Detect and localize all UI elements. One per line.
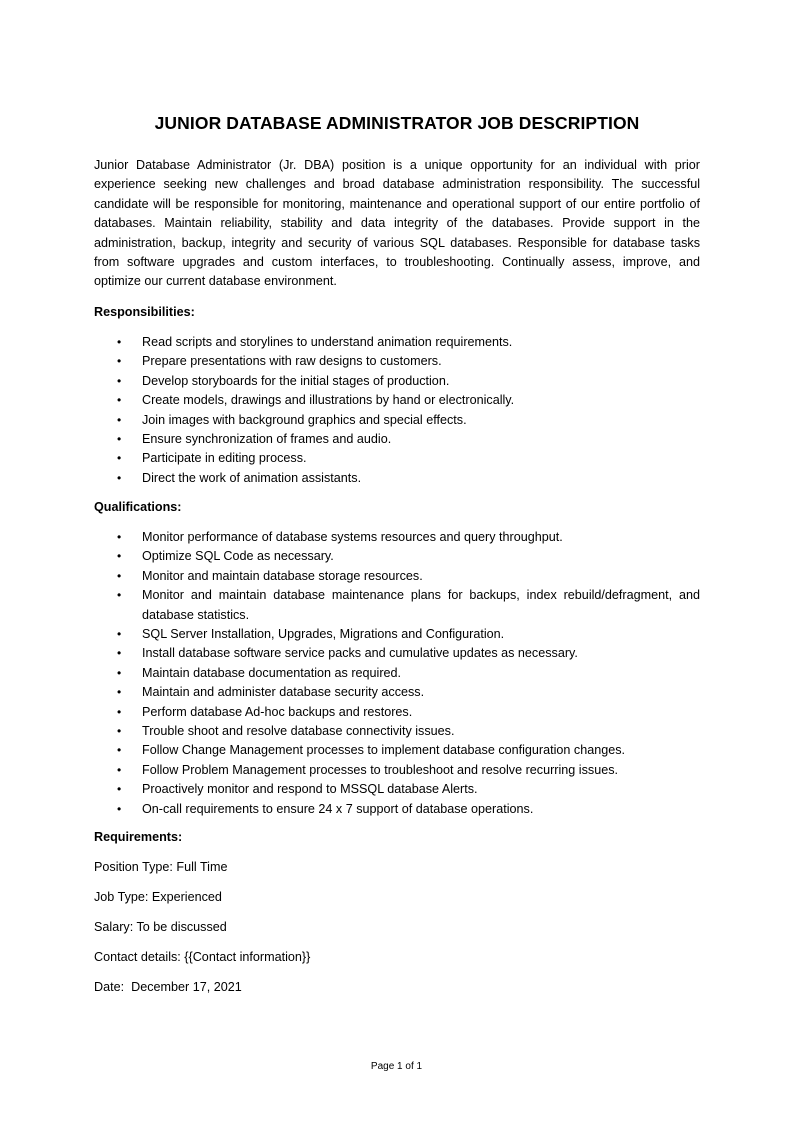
bullet-icon: • — [117, 801, 122, 816]
qualifications-item — [94, 780, 700, 799]
qualifications-item-text: On-call requirements to ensure 24 x 7 support of database operations. — [142, 801, 534, 816]
bullet-icon: • — [117, 373, 122, 388]
qualifications-item — [94, 586, 700, 625]
responsibilities-item-text: Ensure synchronization of frames and audio. — [142, 432, 392, 447]
qualifications-item-text: Proactively monitor and respond to MSSQL database Alerts. — [142, 782, 478, 797]
qualifications-item-text: Follow Change Management processes to implement database configuration changes. — [142, 743, 626, 758]
responsibilities-item-text: Participate in editing process. — [142, 451, 307, 466]
contact-details-field: Contact details: {{Contact information}} — [94, 950, 311, 964]
qualifications-item — [94, 547, 700, 566]
job-type-field: Job Type: Experienced — [94, 890, 222, 904]
position-type-field: Position Type: Full Time — [94, 860, 228, 874]
responsibilities-item — [94, 469, 700, 488]
qualifications-item — [94, 567, 700, 586]
qualifications-item — [94, 664, 700, 683]
responsibilities-item-text: Join images with background graphics and special effects. — [142, 412, 467, 427]
responsibilities-item — [94, 391, 700, 410]
bullet-icon: • — [117, 665, 122, 680]
bullet-icon: • — [117, 646, 122, 661]
responsibilities-item-text: Read scripts and storylines to understand animation requirements. — [142, 335, 513, 349]
qualifications-heading: Qualifications: — [94, 500, 182, 514]
responsibilities-item-text: Create models, drawings and illustrations by hand or electronically. — [142, 393, 515, 408]
bullet-icon: • — [117, 627, 122, 642]
date-field: Date: December 17, 2021 — [94, 980, 242, 994]
bullet-icon: • — [117, 470, 122, 485]
qualifications-item-text: Install database software service packs and cumulative updates as necessary. — [142, 646, 578, 661]
qualifications-item — [94, 528, 700, 547]
bullet-icon: • — [117, 335, 122, 349]
responsibilities-item — [94, 411, 700, 430]
bullet-icon: • — [117, 393, 122, 408]
intro-paragraph: Junior Database Administrator (Jr. DBA) position is a unique opportunity for an individual with prior experience seeking new challenges and broad database administration responsibility. The successful candidate will be responsible for monitoring, maintenance and operational support of our entire portfolio of databases. Maintain reliability, stability and data integrity of the databases. Provide support in the administration, backup, integrity and security of various SQL databases. Responsible for database tasks from software upgrades and custom interfaces, to troubleshooting. Continually assess, improve, and optimize our current database environment. — [94, 158, 700, 289]
responsibilities-list — [94, 333, 700, 488]
qualifications-item — [94, 703, 700, 722]
page-title: JUNIOR DATABASE ADMINISTRATOR JOB DESCRIPTION — [154, 113, 640, 133]
qualifications-item-text: Monitor and maintain database maintenance plans for backups, index rebuild/defragment, and database statistics. — [142, 588, 700, 622]
qualifications-item-text: Monitor and maintain database storage resources. — [142, 568, 423, 583]
bullet-icon: • — [117, 549, 122, 564]
responsibilities-item — [94, 372, 700, 391]
qualifications-item — [94, 644, 700, 663]
qualifications-item — [94, 722, 700, 741]
qualifications-item-text: Monitor performance of database systems resources and query throughput. — [142, 530, 563, 544]
bullet-icon: • — [117, 743, 122, 758]
salary-field: Salary: To be discussed — [94, 920, 227, 934]
qualifications-item-text: Optimize SQL Code as necessary. — [142, 549, 334, 564]
bullet-icon: • — [117, 432, 122, 447]
qualifications-item-text: Follow Problem Management processes to troubleshoot and resolve recurring issues. — [142, 762, 618, 777]
bullet-icon: • — [117, 588, 122, 603]
qualifications-list — [94, 528, 700, 819]
bullet-icon: • — [117, 451, 122, 466]
responsibilities-item — [94, 449, 700, 468]
bullet-icon: • — [117, 568, 122, 583]
responsibilities-item — [94, 430, 700, 449]
qualifications-item-text: Trouble shoot and resolve database connectivity issues. — [142, 724, 455, 739]
responsibilities-item — [94, 352, 700, 371]
requirements-heading: Requirements: — [94, 830, 183, 844]
responsibilities-item — [94, 333, 700, 352]
responsibilities-heading: Responsibilities: — [94, 305, 195, 319]
responsibilities-item-text: Develop storyboards for the initial stages of production. — [142, 373, 450, 388]
qualifications-item-text: Perform database Ad-hoc backups and restores. — [142, 704, 413, 719]
bullet-icon: • — [117, 530, 122, 544]
responsibilities-item-text: Prepare presentations with raw designs to customers. — [142, 354, 442, 369]
bullet-icon: • — [117, 762, 122, 777]
qualifications-item — [94, 683, 700, 702]
qualifications-item-text: Maintain database documentation as required. — [142, 665, 402, 680]
bullet-icon: • — [117, 354, 122, 369]
bullet-icon: • — [117, 685, 122, 700]
bullet-icon: • — [117, 704, 122, 719]
bullet-icon: • — [117, 724, 122, 739]
qualifications-item-text: SQL Server Installation, Upgrades, Migrations and Configuration. — [142, 627, 505, 642]
bullet-icon: • — [117, 412, 122, 427]
responsibilities-item-text: Direct the work of animation assistants. — [142, 470, 362, 485]
page-footer: Page 1 of 1 — [370, 1061, 423, 1072]
bullet-icon: • — [117, 782, 122, 797]
qualifications-item — [94, 761, 700, 780]
qualifications-item — [94, 625, 700, 644]
qualifications-item — [94, 741, 700, 760]
qualifications-item — [94, 800, 700, 819]
qualifications-item-text: Maintain and administer database security access. — [142, 685, 425, 700]
